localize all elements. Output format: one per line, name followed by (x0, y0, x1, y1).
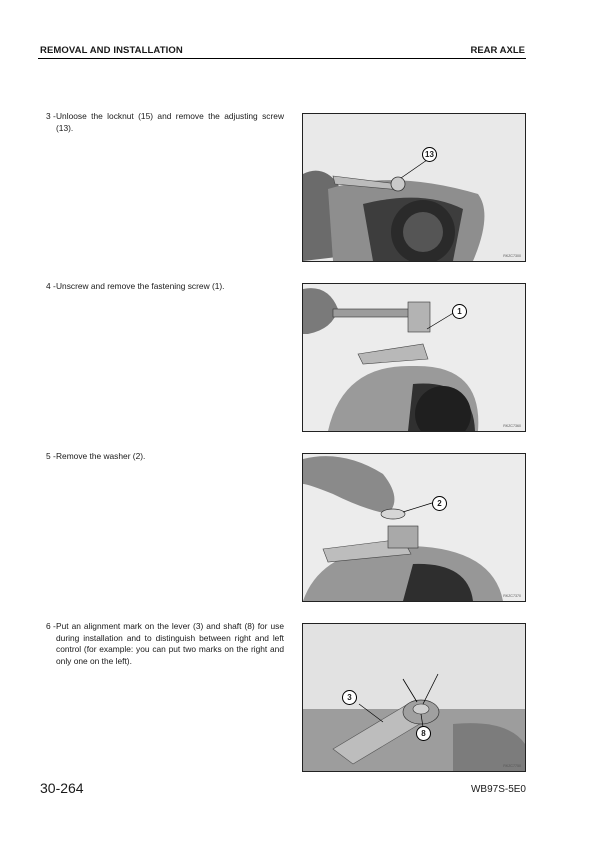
header-rule (38, 58, 526, 59)
step-number: 4 - (46, 281, 56, 291)
model-code: WB97S-5E0 (470, 784, 526, 795)
photo-code: RKZC7360 (503, 424, 521, 428)
step-number: 5 - (46, 451, 56, 461)
step-4 (46, 281, 284, 293)
alignment-mark-photo (303, 624, 525, 771)
step-3-photo (302, 113, 526, 262)
step-number: 3 - (46, 111, 56, 121)
step-text: Unscrew and remove the fastening screw (1). (56, 281, 225, 291)
callout-8: 8 (416, 726, 431, 741)
step-text: Unloose the locknut (15) and remove the adjusting screw (13). (56, 111, 284, 133)
step-text: Put an alignment mark on the lever (3) and shaft (8) for use during installation and to distinguish between right and left control (for example: you can put two marks on the right and only one on the left). (56, 621, 284, 666)
fastening-screw-photo (303, 284, 525, 431)
photo-code: RKZC7370 (503, 594, 521, 598)
step-6-photo (302, 623, 526, 772)
callout-1: 1 (452, 304, 467, 319)
step-5 (46, 451, 284, 463)
callout-3: 3 (342, 690, 357, 705)
section-title: REMOVAL AND INSTALLATION (40, 45, 183, 56)
photo-code: RKZC7750 (503, 764, 521, 768)
step-4-photo (302, 283, 526, 432)
step-number: 6 - (46, 621, 56, 631)
step-5-photo (302, 453, 526, 602)
step-6 (46, 621, 284, 667)
callout-2: 2 (432, 496, 447, 511)
page-number: 30-264 (40, 780, 84, 796)
photo-code: RKZC7300 (503, 254, 521, 258)
step-3 (46, 111, 284, 134)
callout-13: 13 (422, 147, 437, 162)
step-text: Remove the washer (2). (56, 451, 146, 461)
adjusting-screw-photo (303, 114, 525, 261)
washer-photo (303, 454, 525, 601)
chapter-title: REAR AXLE (470, 45, 525, 56)
